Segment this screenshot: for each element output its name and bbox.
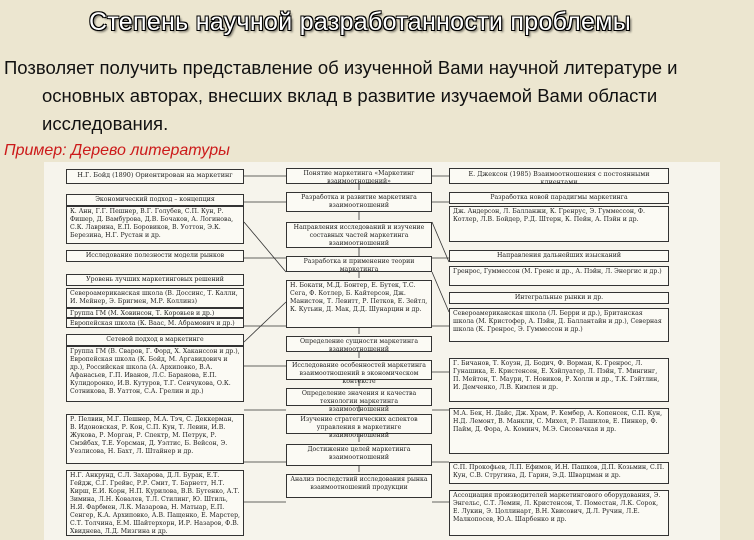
right-box-8: Г. Бичанов, Т. Коуэн, Д. Бодич, Ф. Ворман, К. Гренрос, Л. Гунашика, Е. Кристенсен, Е. Хэйлуатер, Л. Пэйн, Т. Мингинг, П. Мейтон, Т. Маури, Т. Новиков, Р. Холли и др., Т.К. Гэйтлин, И. Демченко, Л.В. Кимлен и др. (449, 358, 669, 402)
right-box-9: М.А. Бек, Н. Дайс, Дж. Храм, Р. Кембер, А. Копенсек, С.П. Кун, Н.Д. Лемонт, В. Манкли, С. Михел, Р. Пашилов, Е. Пинкер, Ф. Пайм, Д. Фора, А. Коминч, М.Э. Сисовачкая и др. (449, 408, 669, 454)
right-box-4: Направления дальнейших изысканий (449, 250, 669, 262)
middle-box-1: Понятие маркетинга «Маркетинг взаимоотношений» (286, 168, 432, 184)
lead-paragraph: Позволяет получить представление об изученной Вами научной литературе и основных авторах, внесших вклад в развитие изучаемой Вами области исследования. (4, 57, 678, 134)
left-box-7: Группа ГМ (М. Ховинсон, Т. Коровьев и др.) (66, 308, 244, 318)
middle-box-9: Изучение стратегических аспектов управления в маркетинге взаимоотношений (286, 414, 432, 434)
left-box-9: Сетевой подход в маркетинге (66, 334, 244, 346)
left-box-3: К. Анн, Г.Г. Пешнер, В.Г. Голубев, С.П. Кун, Р. Фишер, Д. Вамбурова, Д.В. Бочаков, А. Логинова, С.К. Лаврина, Е.П. Боровиков, В. Уоттон, Э.К. Березина, Н.Г. Рустан и др. (66, 206, 244, 244)
middle-box-10: Достижение целей маркетинга взаимоотношений (286, 444, 432, 466)
slide-title: Степень научной разработанности проблемы (88, 8, 632, 36)
left-box-8: Европейская школа (К. Ваас, М. Абрамович и др.) (66, 318, 244, 328)
left-box-6: Североамериканская школа (В. Доссинс, Т. Калли, И. Мейнер, Э. Бригмен, М.Р. Коллинз) (66, 288, 244, 308)
example-caption: Пример: Дерево литературы (4, 142, 230, 159)
left-box-1: Н.Г. Бойд (1890) Ориентирован на маркетинг (66, 169, 244, 184)
right-box-2: Разработка новой парадигмы маркетинга (449, 192, 669, 204)
literature-tree-diagram (44, 162, 720, 540)
right-box-1: Е. Джексон (1985) Взаимоотношения с постоянными клиентами (449, 168, 669, 184)
middle-box-11: Анализ последствий исследования рынка взаимоотношений продукции (286, 474, 432, 498)
left-box-5: Уровень лучших маркетинговых решений (66, 274, 244, 286)
right-box-6: Интегральные рынки и др. (449, 292, 669, 304)
middle-box-2: Разработка и развитие маркетинга взаимоотношений (286, 192, 432, 212)
middle-box-8: Определение значения и качества технологии маркетинга взаимоотношений (286, 388, 432, 406)
middle-box-4: Разработка и применение теории маркетинга (286, 256, 432, 272)
middle-box-7: Исследование особенностей маркетинга взаимоотношений в экономическом контексте (286, 360, 432, 380)
middle-box-5: Н. Бокати, М.Д. Бонтер, Е. Бутек, Т.С. Сега, Ф. Котлер, Б. Кайтерсон, Дж. Манистон, Т. Левитт, Р. Петков, Е. Зейтл, К. Кутьин, Д. Мак, Д.Д. Шунарцин и др. (286, 280, 432, 328)
left-box-2: Экономический подход – концепция (66, 194, 244, 206)
right-box-10: С.П. Прокофьев, Л.П. Ефимов, И.Н. Пашков, Д.П. Козьмин, С.П. Кун, С.В. Стругина, Д. Гарин, Э.Д. Шварцман и др. (449, 462, 669, 484)
right-box-5: Гренрос, Гуммессон (М. Гренс и др., А. Пэйн, Л. Энергис и др.) (449, 266, 669, 286)
middle-box-6: Определение сущности маркетинга взаимоотношений (286, 336, 432, 352)
right-box-11: Ассоциация производителей маркетингового оборудования, Э. Энгельс, С.Т. Лемин, Л. Кристенсон, Т. Поместан, Л.К. Сорок, Е. Лукин, Э. Цоллинарт, В.Н. Хвисович, Д.Л. Ручин, Л.Е. Малкопосев, Ю.А. Шарбенко и др. (449, 490, 669, 536)
right-box-7: Североамериканская школа (Л. Берри и др.), Британская школа (М. Кристофер, А. Пэйн, Д. Баллантайн и др.), Северная школа (К. Гренрос, Э. Гуммессон и др.) (449, 308, 669, 342)
left-box-12: Н.Г. Анкрунд, С.Л. Захарова, Д.Л. Бурак, Е.Т. Гейдж, С.Г. Грейвс, Р.Р. Смит, Т. Барнетт, Н.Т. Кирш, Е.И. Корн, Н.П. Курилова, В.В. Бутенко, А.Т. Зимина, Л.Н. Ковалев, Т.Л. Стилинг, Ю. Штиль, Н.Я. Фарбмен, Л.К. Мазарова, Н. Матыар, Е.П. Сенгер, К.А. Архиповко, А.В. Пащенко, Е. Марстер, С.Т. Толчина, Е.М. Шайтерхорн, И.Р. Назаров, Ф.В. Хвиднева, Л.Д. Мизгина и др. (66, 470, 244, 536)
middle-box-3: Направления исследований и изучение составных частей маркетинга взаимоотношений (286, 222, 432, 248)
left-box-11: Р. Пелвин, М.Г. Пешнер, М.А. Тэч, С. Деккерман, В. Идоновская, Р. Кон, С.П. Кун, Т. Левин, И.В. Жукова, Р. Морган, Р. Спектр, М. Петрук, Р. Смэйбах, Т.Е. Уорсман, Д. Уэлтис, Б. Вейсон, Э. Уезлисова, Н. Бахт, Л. Штайнер и др. (66, 414, 244, 464)
left-box-10: Группа ГМ (В. Сваров, Г. Форд, Х. Хаканссон и др.), Европейская школа (К. Бойд, М. Аргавидович и др.), Российская школа (А. Архиповко, В.А. Афанасьев, Г.П. Иванов, Л.С. Баранова, Е.П. Кулидоронко, И.В. Кутуров, Т.Г. Сенчукова, О.К. Сотникова, В. Уаттон, С.А. Грелин и др.) (66, 346, 244, 402)
right-box-3: Дж. Андерсон, Л. Балланжи, К. Гренрус, Э. Гуммессон, Ф. Котлер, Л.В. Бойдер, Р.Д. Штерн, К. Пейн, А. Пэйн и др. (449, 206, 669, 242)
left-box-4: Исследование полезности модели рынков (66, 250, 244, 262)
